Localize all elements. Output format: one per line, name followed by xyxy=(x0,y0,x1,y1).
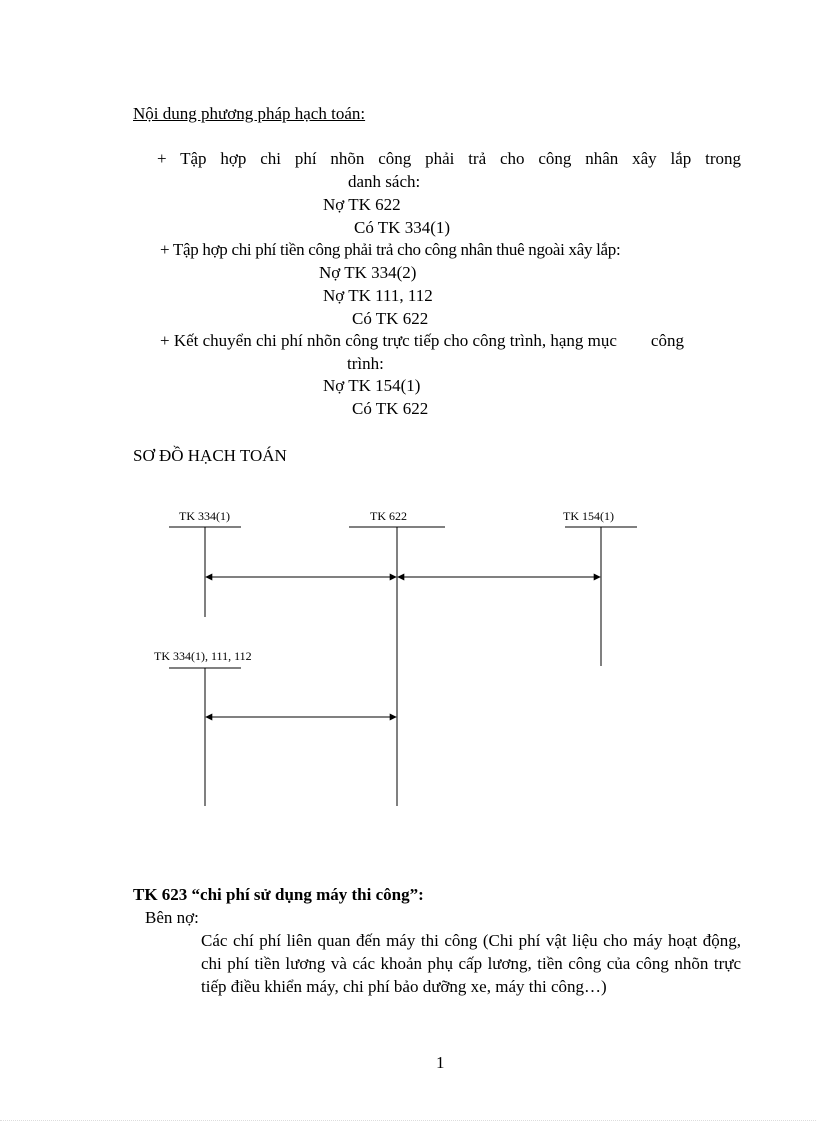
account-label-334-1: TK 334(1) xyxy=(179,509,230,523)
entry-1-credit: Có TK 334(1) xyxy=(354,218,451,237)
entry-1-lead: + Tập hợp chi phí nhõn công phải trả cho công nhân xây lắp trong xyxy=(157,149,741,168)
entry-1-debit: Nợ TK 622 xyxy=(323,195,401,214)
tk623-heading: TK 623 “chi phí sử dụng máy thi công”: xyxy=(133,885,424,904)
tk623-debit-label: Bên nợ: xyxy=(145,908,199,927)
account-label-154-1: TK 154(1) xyxy=(563,509,614,523)
entry-1-cont: danh sách: xyxy=(348,172,421,191)
account-label-334-111-112: TK 334(1), 111, 112 xyxy=(154,649,252,663)
entry-2-debit-1: Nợ TK 334(2) xyxy=(319,263,417,282)
entry-2-lead: + Tập hợp chi phí tiền công phải trả cho công nhân thuê ngoài xây lắp: xyxy=(160,240,621,259)
section-heading: Nội dung phương pháp hạch toán: xyxy=(133,104,366,123)
entry-3-cont: trình: xyxy=(347,354,384,373)
account-label-622: TK 622 xyxy=(370,509,407,523)
entry-2-debit-2: Nợ TK 111, 112 xyxy=(323,286,433,305)
page-number: 1 xyxy=(436,1053,445,1072)
entry-2-credit: Có TK 622 xyxy=(352,309,429,328)
diagram-title: SƠ ĐỒ HẠCH TOÁN xyxy=(133,446,287,465)
tk623-body: Các chí phí liên quan đến máy thi công (Chi phí vật liệu cho máy hoạt động, chi phí tiền lương và các khoản phụ cấp lương, tiền công của công nhõn trực tiếp điều khiển máy, chi phí bảo dưỡng xe, máy thi công…) xyxy=(201,931,741,996)
page-edge xyxy=(0,1120,816,1121)
entry-3-debit: Nợ TK 154(1) xyxy=(323,376,421,395)
entry-3-lead: + Kết chuyển chi phí nhõn công trực tiếp cho công trình, hạng mục công xyxy=(160,331,684,350)
entry-3-credit: Có TK 622 xyxy=(352,399,429,418)
